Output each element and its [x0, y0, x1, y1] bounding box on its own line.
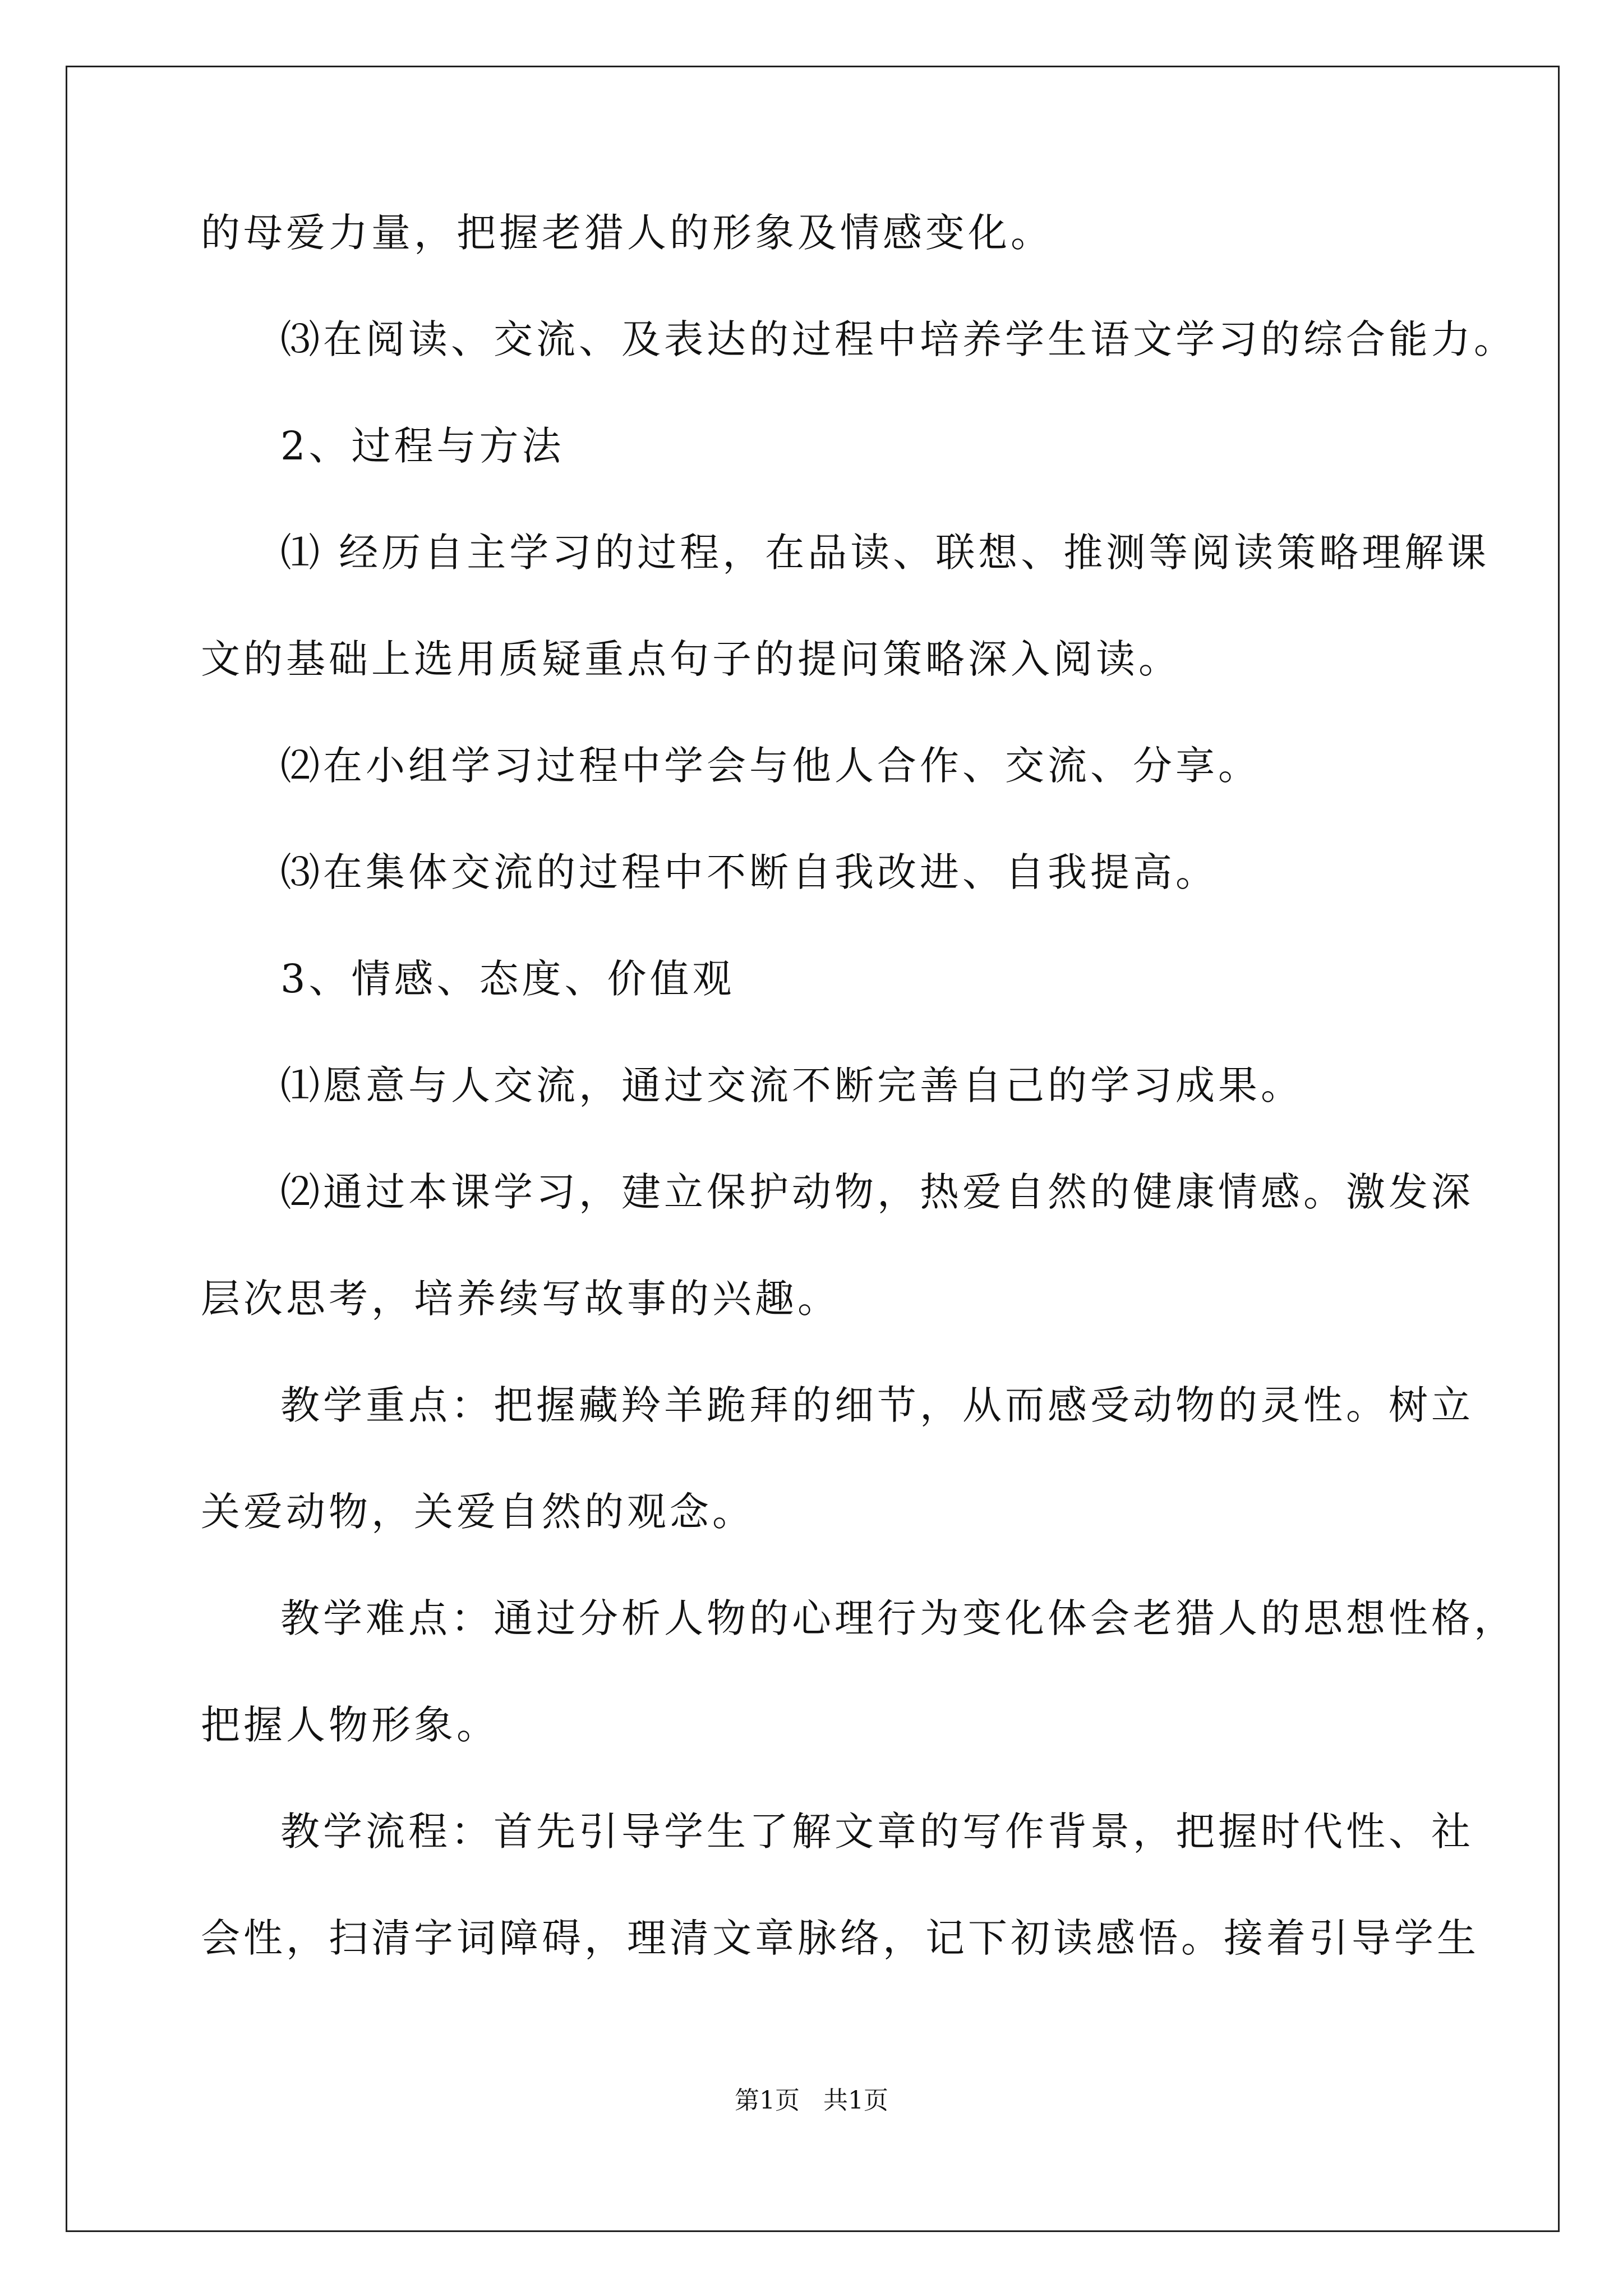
text-line: 会性，扫清字词障碍，理清文章脉络，记下初读感悟。接着引导学生: [201, 1915, 1479, 1961]
text-line: ⑴ 经历自主学习的过程，在品读、联想、推测等阅读策略理解课: [280, 530, 1490, 576]
text-line: 关爱动物，关爱自然的观念。: [201, 1489, 755, 1535]
text-line: 文的基础上选用质疑重点句子的提问策略深入阅读。: [201, 636, 1181, 682]
text-line: 教学难点：通过分析人物的心理行为变化体会老猎人的思想性格，: [280, 1595, 1516, 1641]
text-line: ⑵在小组学习过程中学会与他人合作、交流、分享。: [280, 743, 1261, 789]
text-line: 的母爱力量，把握老猎人的形象及情感变化。: [201, 210, 1053, 256]
page-border: [66, 66, 1560, 2232]
section-heading: 3、情感、态度、价值观: [280, 956, 735, 1002]
text-line: 层次思考，培养续写故事的兴趣。: [201, 1276, 840, 1322]
text-line: 教学重点：把握藏羚羊跪拜的细节，从而感受动物的灵性。树立: [280, 1382, 1474, 1428]
text-line: 教学流程：首先引导学生了解文章的写作背景，把握时代性、社: [280, 1809, 1474, 1855]
text-line: ⑵通过本课学习，建立保护动物，热爱自然的健康情感。激发深: [280, 1169, 1474, 1215]
section-heading: 2、过程与方法: [280, 423, 565, 469]
text-line: ⑶在集体交流的过程中不断自我改进、自我提高。: [280, 849, 1218, 895]
page-number-footer: 第1页 共1页: [735, 2086, 888, 2115]
text-line: ⑴愿意与人交流，通过交流不断完善自己的学习成果。: [280, 1062, 1303, 1108]
text-line: ⑶在阅读、交流、及表达的过程中培养学生语文学习的综合能力。: [280, 316, 1516, 362]
text-line: 把握人物形象。: [201, 1702, 499, 1748]
